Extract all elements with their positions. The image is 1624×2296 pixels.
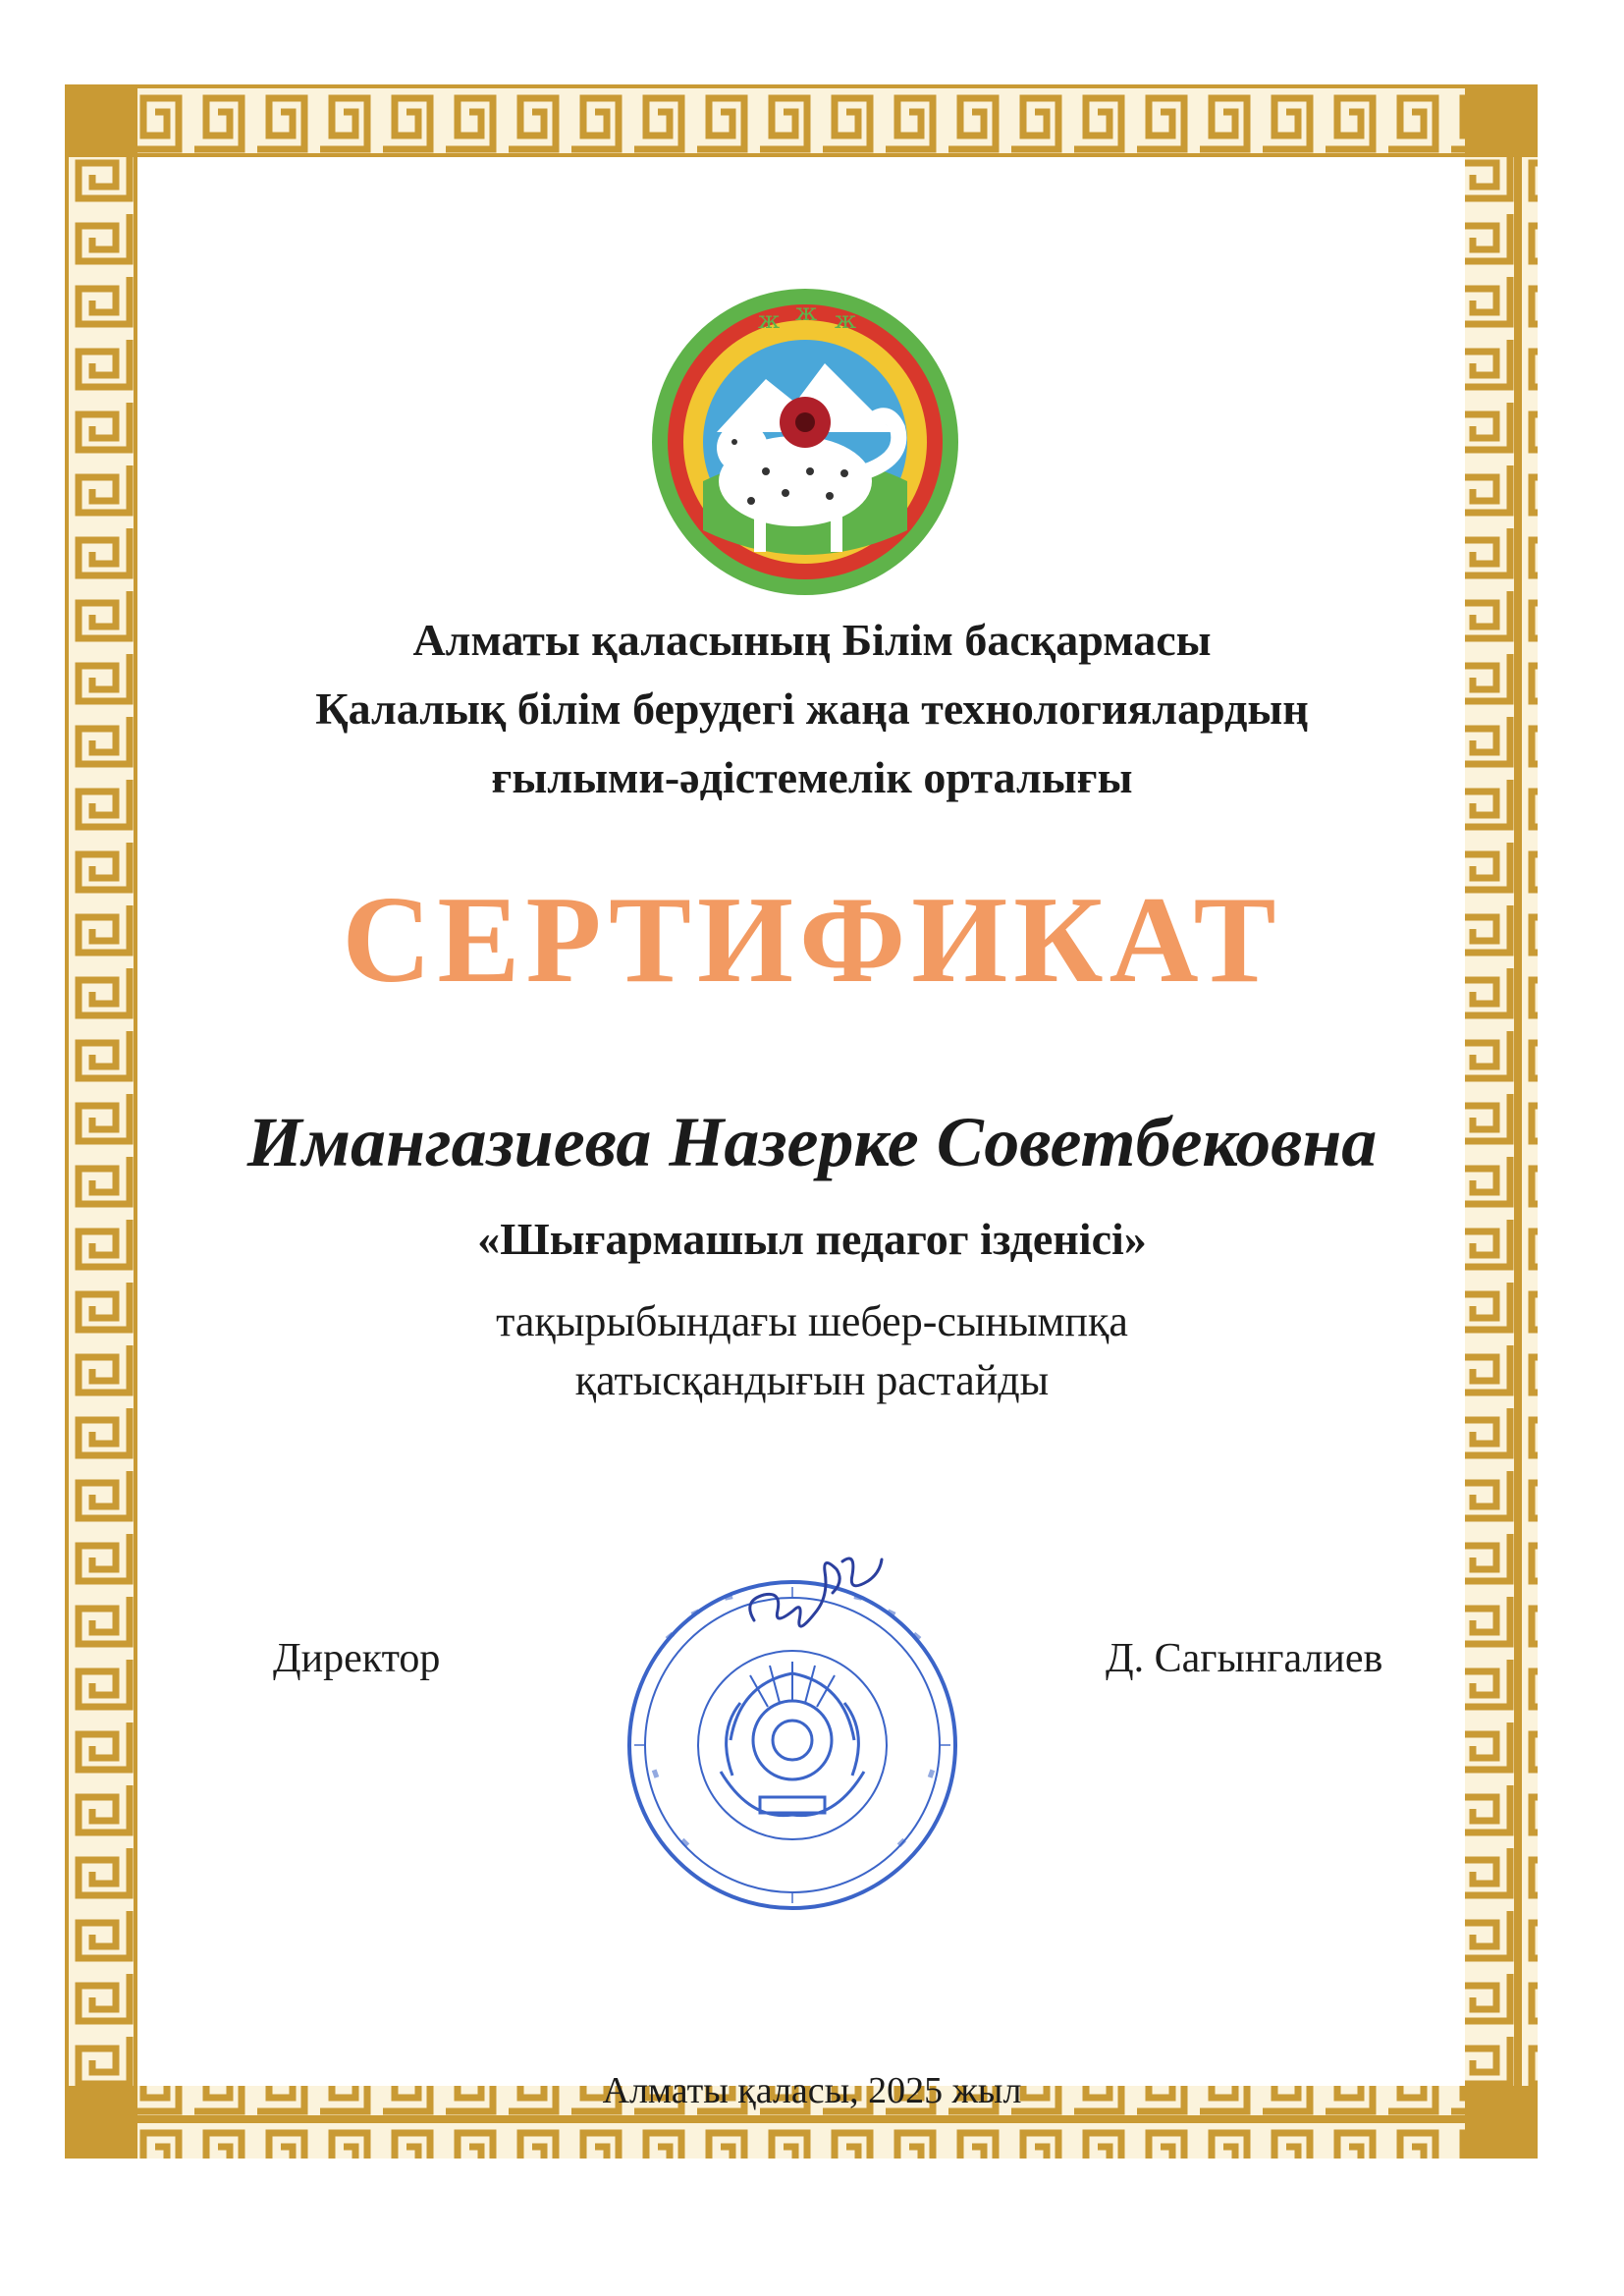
signatory-name: Д. Сагынгалиев [1106, 1636, 1383, 1681]
organization-line-3: ғылыми-әдістемелік орталығы [491, 752, 1133, 802]
signatory-title: Директор [273, 1636, 441, 1681]
organization-line-1: Алматы қаласының Білім басқармасы [412, 615, 1212, 665]
recipient-name: Имангазиева Назерке Советбековна [246, 1103, 1378, 1181]
almaty-emblem-icon [648, 285, 962, 599]
issue-place-date: Алматы қаласы, 2025 жыл [602, 2070, 1022, 2111]
description-line-1: тақырыбындағы шебер-сынымпқа [496, 1297, 1128, 1345]
description-line-2: қатысқандығын растайды [574, 1356, 1050, 1404]
svg-text:ж: ж [795, 299, 818, 326]
svg-text:ж: ж [758, 306, 781, 334]
svg-text:ж: ж [835, 306, 857, 334]
organization-line-2: Қалалық білім берудегі жаңа технологиялардың [315, 683, 1309, 734]
signature-icon [734, 1542, 892, 1650]
event-topic: «Шығармашыл педагог ізденісі» [477, 1214, 1147, 1264]
certificate-title: СЕРТИФИКАТ [342, 872, 1282, 1009]
